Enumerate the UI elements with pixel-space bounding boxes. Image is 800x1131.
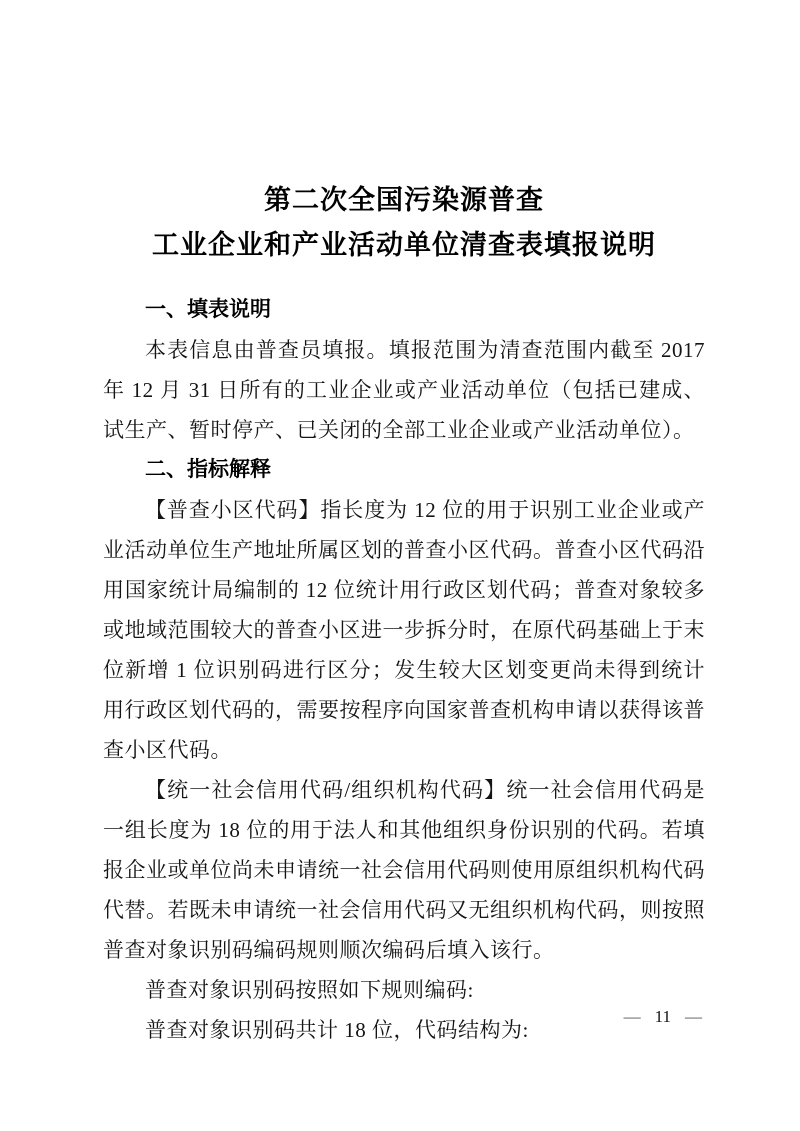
paragraph-unified-social-credit-code: 【统一社会信用代码/组织机构代码】统一社会信用代码是一组长度为 18 位的用于法人和其他组织身份识别的代码。若填报企业或单位尚未申请统一社会信用代码则使用原组织机构代码代替。若既未申请统一社会信用代码又无组织机构代码，则按照普查对象识别码编码规则顺次编码后填入该行。: [103, 778, 705, 962]
paragraph-identifier-coding-rule: 普查对象识别码按照如下规则编码:: [145, 978, 474, 1002]
document-title: [103, 178, 705, 268]
page-number-dash-left: —: [623, 1007, 641, 1026]
section-heading-filling-instructions: 一、填表说明: [145, 298, 271, 321]
title-line-2: 工业企业和产业活动单位清查表填报说明: [152, 230, 656, 260]
paragraph-identifier-code-structure: 普查对象识别码共计 18 位，代码结构为:: [145, 1018, 529, 1042]
page-number-dash-right: —: [685, 1007, 702, 1026]
page-number: 11: [654, 1007, 671, 1026]
paragraph-census-district-code: 【普查小区代码】指长度为 12 位的用于识别工业企业或产业活动单位生产地址所属区划的普查小区代码。普查小区代码沿用国家统计局编制的 12 位统计用行政区划代码；普查对象较多或地域范围较大的普查小区进一步拆分时，在原代码基础上于末位新增 1 位识别码进行区分；发生较大区划变更尚未得到统计用行政区划代码的，需要按程序向国家普查机构申请以获得该普查小区代码。: [103, 498, 705, 762]
paragraph-filling-scope: 本表信息由普查员填报。填报范围为清查范围内截至 2017 年 12 月 31 日所有的工业企业或产业活动单位（包括已建成、试生产、暂时停产、已关闭的全部工业企业或产业活动单位）。: [103, 338, 705, 442]
section-heading-indicator-explanation: 二、指标解释: [145, 458, 271, 481]
page-footer: [624, 1007, 702, 1027]
title-line-1: 第二次全国污染源普查: [264, 185, 544, 215]
document-body: [103, 290, 705, 1050]
